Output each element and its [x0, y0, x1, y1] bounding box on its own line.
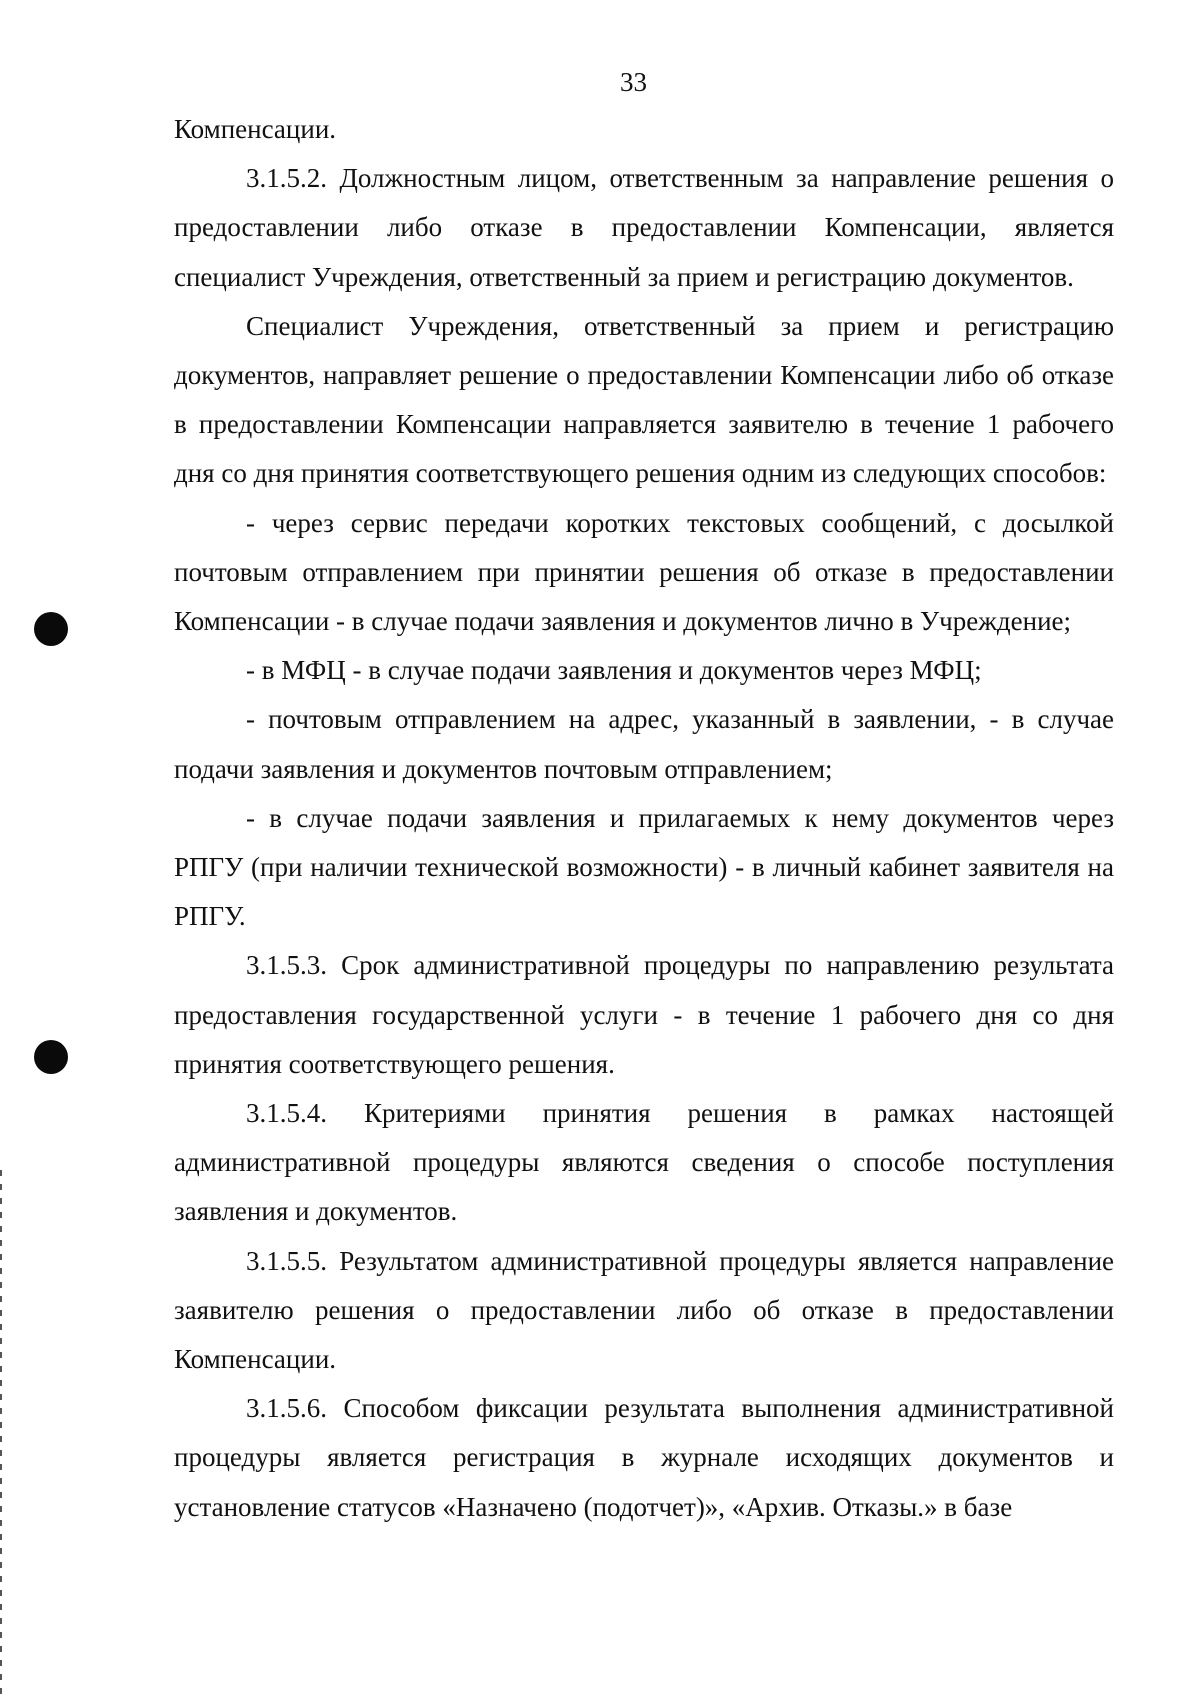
list-item-post: - почтовым отправлением на адрес, указанный в заявлении, - в случае подачи заявления и документов почтовым отправлением;: [174, 704, 1114, 784]
paragraph-3-1-5-5: 3.1.5.5. Результатом административной процедуры является направление заявителю решения о предоставлении либо об отказе в предоставлении Компенсации.: [174, 1245, 1114, 1375]
document-body: [174, 105, 1114, 1532]
list-item-rpgu: - в случае подачи заявления и прилагаемых к нему документов через РПГУ (при наличии технической возможности) - в личный кабинет заявителя на РПГУ.: [174, 802, 1114, 932]
paragraph-specialist: Специалист Учреждения, ответственный за прием и регистрацию документов, направляет решение о предоставлении Компенсации либо об отказе в предоставлении Компенсации направляется заявителю в течение 1 рабочего дня со дня принятия соответствующего решения одним из следующих способов:: [174, 310, 1114, 489]
list-item-sms: - через сервис передачи коротких текстовых сообщений, с досылкой почтовым отправлением при принятии решения об отказе в предоставлении Компенсации - в случае подачи заявления и документов лично в Учреждение;: [174, 507, 1114, 637]
paragraph-3-1-5-2: 3.1.5.2. Должностным лицом, ответственным за направление решения о предоставлении либо отказе в предоставлении Компенсации, является специалист Учреждения, ответственный за прием и регистрацию документов.: [174, 163, 1114, 292]
page-number: 33: [620, 67, 647, 97]
paragraph-continuation: Компенсации.: [174, 114, 337, 144]
punch-hole-mark: [34, 1040, 68, 1074]
paragraph-3-1-5-4: 3.1.5.4. Критериями принятия решения в рамках настоящей административной процедуры являются сведения о способе поступления заявления и документов.: [174, 1098, 1114, 1227]
paragraph-3-1-5-6: 3.1.5.6. Способом фиксации результата выполнения административной процедуры является регистрация в журнале исходящих документов и установление статусов «Назначено (подотчет)», «Архив. Отказы.» в базе: [174, 1393, 1114, 1522]
paragraph-3-1-5-3: 3.1.5.3. Срок административной процедуры по направлению результата предоставления государственной услуги - в течение 1 рабочего дня со дня принятия соответствующего решения.: [174, 950, 1114, 1079]
list-item-mfc: - в МФЦ - в случае подачи заявления и документов через МФЦ;: [246, 655, 982, 686]
punch-hole-mark: [34, 612, 68, 646]
scan-edge-line: [0, 1170, 2, 1701]
